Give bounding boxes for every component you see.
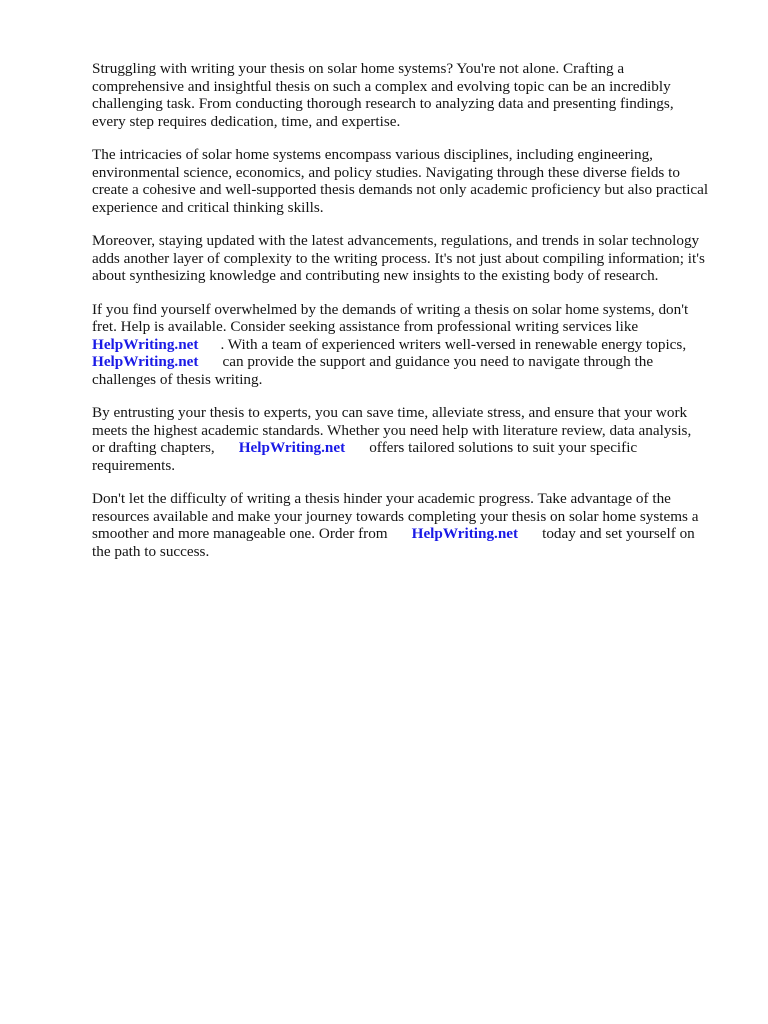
- text-line: By entrusting your thesis to experts, you can save time, alleviate stress, and ensure that your work: [92, 404, 688, 421]
- text-line: [92, 439, 722, 457]
- text-line: The intricacies of solar home systems encompass various disciplines, including engineering,: [92, 146, 653, 163]
- text-line: create a cohesive and well-supported thesis demands not only academic proficiency but also practical: [92, 181, 709, 198]
- text-line: Moreover, staying updated with the latest advancements, regulations, and trends in solar technology: [92, 232, 700, 249]
- helpwriting-link[interactable]: HelpWriting.net: [92, 335, 199, 353]
- text-line: requirements.: [92, 456, 176, 474]
- text-fragment: or drafting chapters,: [92, 439, 215, 456]
- paragraph-intricacies: [92, 146, 722, 216]
- text-line: meets the highest academic standards. Whether you need help with literature review, data analysis,: [92, 421, 692, 439]
- text-fragment: . With a team of experienced writers well-versed in renewable energy topics,: [220, 335, 687, 353]
- paragraph-complexity: [92, 232, 722, 285]
- text-line: Struggling with writing your thesis on solar home systems? You're not alone. Crafting a: [92, 60, 625, 77]
- text-line: the path to success.: [92, 542, 210, 560]
- text-line: environmental science, economics, and policy studies. Navigating through these diverse fields to: [92, 163, 680, 181]
- text-fragment: today and set yourself on: [542, 525, 695, 542]
- paragraph-experts: [92, 404, 722, 474]
- paragraph-call-to-action: [92, 490, 722, 560]
- text-line: every step requires dedication, time, and expertise.: [92, 112, 401, 130]
- text-line: Don't let the difficulty of writing a thesis hinder your academic progress. Take advantage of the: [92, 490, 671, 507]
- text-fragment: offers tailored solutions to suit your specific: [369, 439, 638, 456]
- text-line: [92, 353, 722, 371]
- text-line: fret. Help is available. Consider seeking assistance from professional writing services like: [92, 318, 639, 335]
- text-line: experience and critical thinking skills.: [92, 198, 324, 216]
- helpwriting-link[interactable]: HelpWriting.net: [238, 439, 346, 456]
- text-line: comprehensive and insightful thesis on such a complex and evolving topic can be an incredibly: [92, 77, 671, 95]
- text-line: resources available and make your journey towards completing your thesis on solar home systems a: [92, 507, 699, 525]
- text-line: adds another layer of complexity to the writing process. It's not just about compiling information; it's: [92, 249, 705, 267]
- text-line: [92, 525, 722, 543]
- paragraph-intro: [92, 60, 722, 130]
- document-body: [92, 60, 722, 576]
- text-line: If you find yourself overwhelmed by the demands of writing a thesis on solar home systems, don't: [92, 300, 689, 318]
- paragraph-help-available: [92, 301, 722, 389]
- text-fragment: can provide the support and guidance you need to navigate through the: [222, 353, 654, 370]
- text-line: [92, 336, 722, 354]
- text-line: about synthesizing knowledge and contributing new insights to the existing body of research.: [92, 267, 659, 284]
- text-line: challenges of thesis writing.: [92, 370, 263, 388]
- helpwriting-link[interactable]: HelpWriting.net: [411, 525, 519, 542]
- text-fragment: smoother and more manageable one. Order from: [92, 525, 388, 542]
- text-line: challenging task. From conducting thorough research to analyzing data and presenting findings,: [92, 95, 674, 112]
- helpwriting-link[interactable]: HelpWriting.net: [92, 353, 199, 370]
